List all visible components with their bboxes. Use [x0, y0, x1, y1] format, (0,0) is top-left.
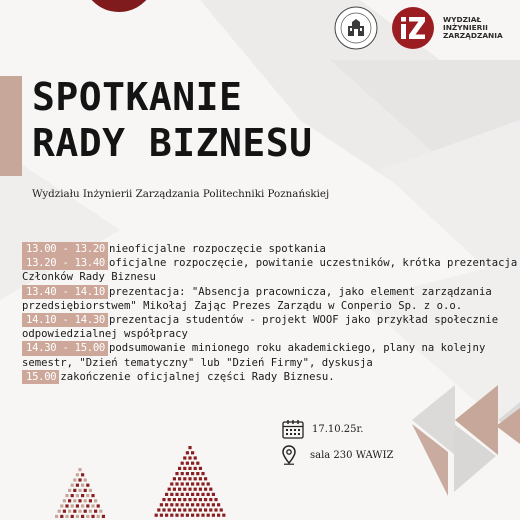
agenda-time-badge: 13.20 - 13.40: [22, 256, 108, 270]
agenda-text: odpowiedzialnej współpracy: [22, 328, 188, 341]
agenda-text: zakończenie oficjalnej części Rady Biznesu.: [60, 370, 335, 383]
agenda-text: oficjalne rozpoczęcie, powitanie uczestników, krótka prezentacja: [109, 257, 518, 270]
event-location: sala 230 WAWIZ: [310, 449, 394, 461]
agenda-time-badge: 14.30 - 15.00: [22, 341, 108, 355]
agenda-time-badge: 13.00 - 13.20: [22, 242, 108, 256]
department-line: ZARZĄDZANIA: [443, 31, 503, 41]
department-line: WYDZIAŁ: [443, 14, 482, 24]
agenda-time-badge: 13.40 - 14.10: [22, 285, 108, 299]
agenda-text: semestr, "Dzień tematyczny" lub "Dzień Firmy", dyskusja: [22, 356, 373, 369]
agenda-time-badge: 15.00: [22, 370, 59, 384]
agenda-text: podsumowanie minionego roku akademickiego, plany na kolejny: [109, 342, 486, 355]
subtitle: Wydziału Inżynierii Zarządzania Politechniki Poznańskiej: [32, 188, 330, 200]
department-line: INŻYNIERII: [443, 22, 488, 32]
agenda-text: przedsiębiorstwem" Mikołaj Zając Prezes Zarządu w Conperio Sp. z o.o.: [22, 299, 463, 312]
agenda-time-badge: 14.10 - 14.30: [22, 313, 108, 327]
title-line: SPOTKANIE: [32, 75, 243, 119]
agenda-text: prezentacja studentów - projekt WOOF jako przykład społecznie: [109, 314, 499, 327]
agenda-text: prezentacja: "Absencja pracownicza, jako element zarządzania: [109, 285, 492, 298]
event-date: 17.10.25r.: [312, 423, 364, 435]
title-line: RADY BIZNESU: [32, 121, 313, 165]
agenda-text: Członków Rady Biznesu: [22, 271, 156, 284]
agenda-text: nieoficjalne rozpoczęcie spotkania: [109, 243, 326, 255]
